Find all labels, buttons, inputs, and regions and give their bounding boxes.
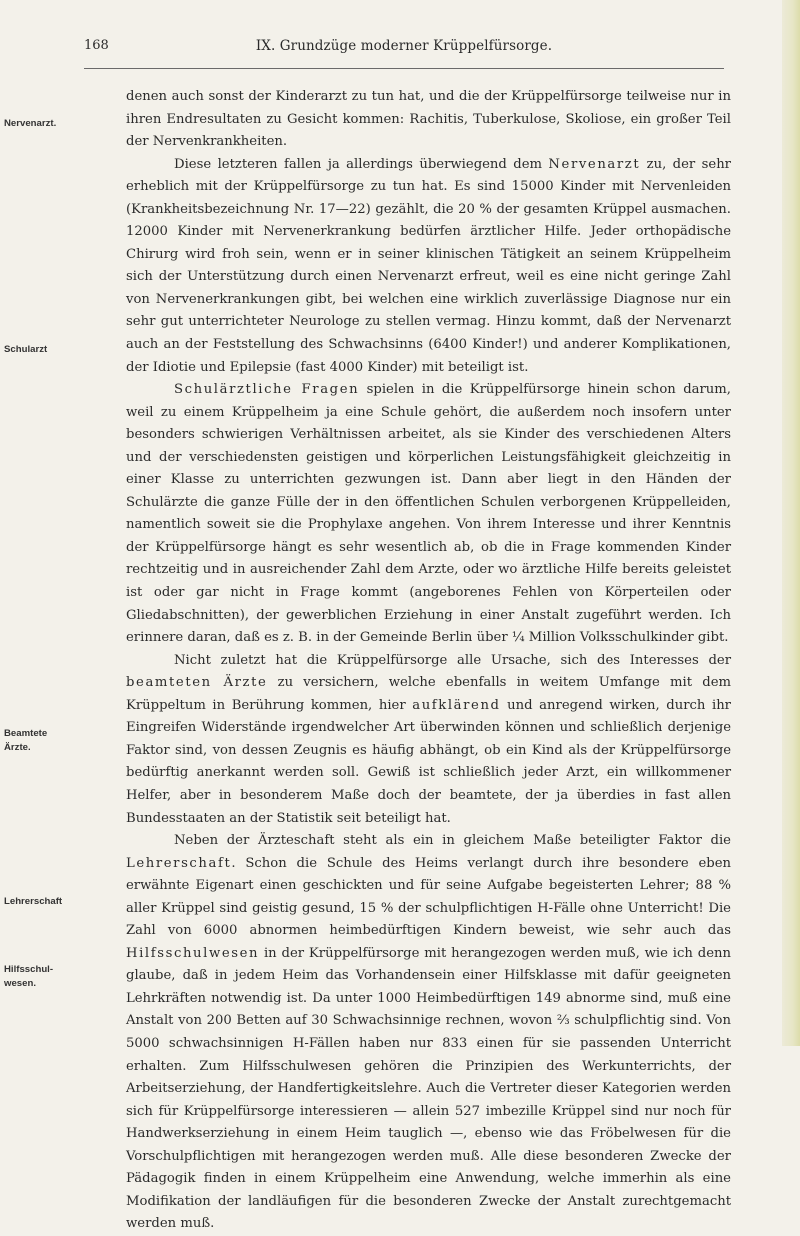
spaced-term: aufklärend: [412, 697, 501, 713]
text-run: in der Krüppelfürsorge mit herangezogen werden muß, wie ich denn glaube, daß in jedem Heim das Vorhandensein einer Hilfsklasse mit dafür geeigneten Lehrkräften notwendig ist. Da unter 1000 Heimbedürftigen 149 abnorme sind, muß eine Anstalt von 200 Betten auf 30 Schwachsinnige rechnen, wovon ⅔ schulpflichtig sind. Von 5000 schwachsinnigen H-Fällen haben nur 833 einen für sie passenden Unterricht erhalten. Zum Hilfsschulwesen gehören die Prinzipien des Werkunterrichts, der Arbeitserziehung, der Handfertigkeitslehre. Auch die Vertreter dieser Kategorien werden sich für Krüppelfürsorge interessieren — allein 527 imbezille Krüppel sind nur noch für Handwerkserziehung in einem Heim tauglich —, ebenso wie das Fröbelwesen für die Vorschulpflichtigen mit herangezogen werden muß. Alle diese besonderen Zwecke der Pädagogik finden in einem Krüppelheim eine Anwendung, welche immerhin als eine Modifikation der landläufigen für die besonderen Zwecke der Anstalt zurechtgemacht werden muß.: [126, 945, 731, 1232]
text-run: Diese letzteren fallen ja allerdings überwiegend dem: [174, 156, 549, 172]
text-run: zu versichern, welche ebenfalls in weitem Umfange mit dem Krüppeltum in Berührung kommen, hier: [126, 675, 732, 713]
margin-note-beamtete: Beamtete: [4, 728, 48, 739]
margin-note-hilfsschul: Hilfsschul-: [4, 964, 54, 975]
margin-note-schularzt: Schularzt: [4, 344, 48, 355]
text-run: spielen in die Krüppelfürsorge hinein schon darum, weil zu einem Krüppelheim ja eine Schule gehört, die außerdem noch insofern unter besonders schwierigen Verhältnissen arbeitet, als sie Kinder des verschiedenen Alters und der verschiedensten geistigen und körperlichen Leistungsfähigkeit gleichzeitig in einer Klasse zu unterrichten gezwungen ist. Dann aber liegt in den Händen der Schulärzte die ganze Fülle der in den öffentlichen Schulen verborgenen Krüppelleiden, namentlich soweit sie die Prophylaxe angehen. Von ihrem Interesse und ihrer Kenntnis der Krüppelfürsorge hängt es sehr wesentlich ab, ob die in Frage kommenden Kinder rechtzeitig und in ausreichender Zahl dem Arzte, oder wo ärztliche Hilfe bereits geleistet ist oder gar nicht in Frage kommt (angeborenes Fehlen von Körperteilen oder Gliedabschnitten), der gewerblichen Erziehung in einer Anstalt zugeführt werden. Ich erinnere daran, daß es z. B. in der Gemeinde Berlin über ¼ Million Volksschulkinder gibt.: [126, 382, 731, 646]
paragraph-intro: [126, 86, 731, 154]
text-run: . Schon die Schule des Heims verlangt durch ihre besondere eben erwähnte Eigenart einen geschickten und für seine Aufgabe begeisterten Lehrer; 88 % aller Krüppel sind geistig gesund, 15 % der schulpflichtigen H-Fälle ohne Unterricht! Die Zahl von 6000 abnormen heimbedürftigen Kindern beweist, wie sehr auch das: [126, 855, 731, 939]
spaced-term: Nervenarzt: [548, 156, 641, 172]
text-run: und anregend wirken, durch ihr Eingreifen Widerstände irgendwelcher Art überwinden können und schließlich derjenige Faktor sind, von dessen Zeugnis es häufig abhängt, ob ein Kind als der Krüppelfürsorge bedürftig anerkannt werden soll. Gewiß ist schließlich jeder Arzt, ein willkommener Helfer, aber in besonderem Maße doch der beamtete, der ja überdies in fast allen Bundesstaaten an der Statistik seit beteiligt hat.: [126, 697, 731, 826]
page-edge-shadow: [782, 0, 800, 1046]
spaced-term: beamteten Ärzte: [126, 675, 268, 691]
spaced-term: Schulärztliche Fragen: [174, 382, 360, 398]
spaced-term: Lehrerschaft: [126, 855, 232, 871]
text-run: Nicht zuletzt hat die Krüppelfürsorge alle Ursache, sich des Interesses der: [174, 652, 731, 668]
header-rule: [84, 68, 724, 69]
spaced-term: Hilfsschulwesen: [126, 945, 260, 961]
page-number: 168: [84, 38, 109, 53]
margin-note-aerzte: Ärzte.: [4, 742, 31, 753]
running-title: IX. Grundzüge moderner Krüppelfürsorge.: [255, 38, 553, 54]
margin-note-lehrerschaft: Lehrerschaft: [4, 896, 63, 907]
body-text: [126, 86, 731, 1236]
text-run: zu, der sehr erheblich mit der Krüppelfürsorge zu tun hat. Es sind 15000 Kinder mit Nervenleiden (Krankheitsbezeichnung Nr. 17—22) gezählt, die 20 % der gesamten Krüppel ausmachen. 12000 Kinder mit Nervenerkrankung bedürfen ärztlicher Hilfe. Jeder orthopädische Chirurg wird froh sein, wenn er in seiner klinischen Tätigkeit an seinem Krüppelheim sich der Unterstützung durch einen Nervenarzt erfreut, weil es eine nicht geringe Zahl von Nervenerkrankungen gibt, bei welchen eine wirklich zuverlässige Diagnose nur ein sehr gut unterrichteter Neurologe zu stellen vermag. Hinzu kommt, daß der Nervenarzt auch an der Feststellung des Schwachsinns (6400 Kinder!) und anderer Komplikationen, der Idiotie und Epilepsie (fast 4000 Kinder) mit beteiligt ist.: [126, 156, 731, 375]
paragraph-nervenarzt: [126, 154, 731, 379]
paragraph-beamtete-aerzte: [126, 650, 731, 830]
paragraph-lehrerschaft: [126, 830, 731, 1236]
margin-note-nervenarzt: Nervenarzt.: [4, 118, 57, 129]
text-run: Neben der Ärzteschaft steht als ein in gleichem Maße beteiligter Faktor die: [174, 833, 731, 849]
margin-note-wesen: wesen.: [4, 978, 36, 989]
paragraph-schularzt: [126, 379, 731, 650]
page-header: [84, 38, 724, 62]
text-run: denen auch sonst der Kinderarzt zu tun hat, und die der Krüppelfürsorge teilweise nur in ihren Endresultaten zu Gesicht kommen: Rachitis, Tuberkulose, Skoliose, ein großer Teil der Nervenkrankheiten.: [126, 89, 731, 150]
